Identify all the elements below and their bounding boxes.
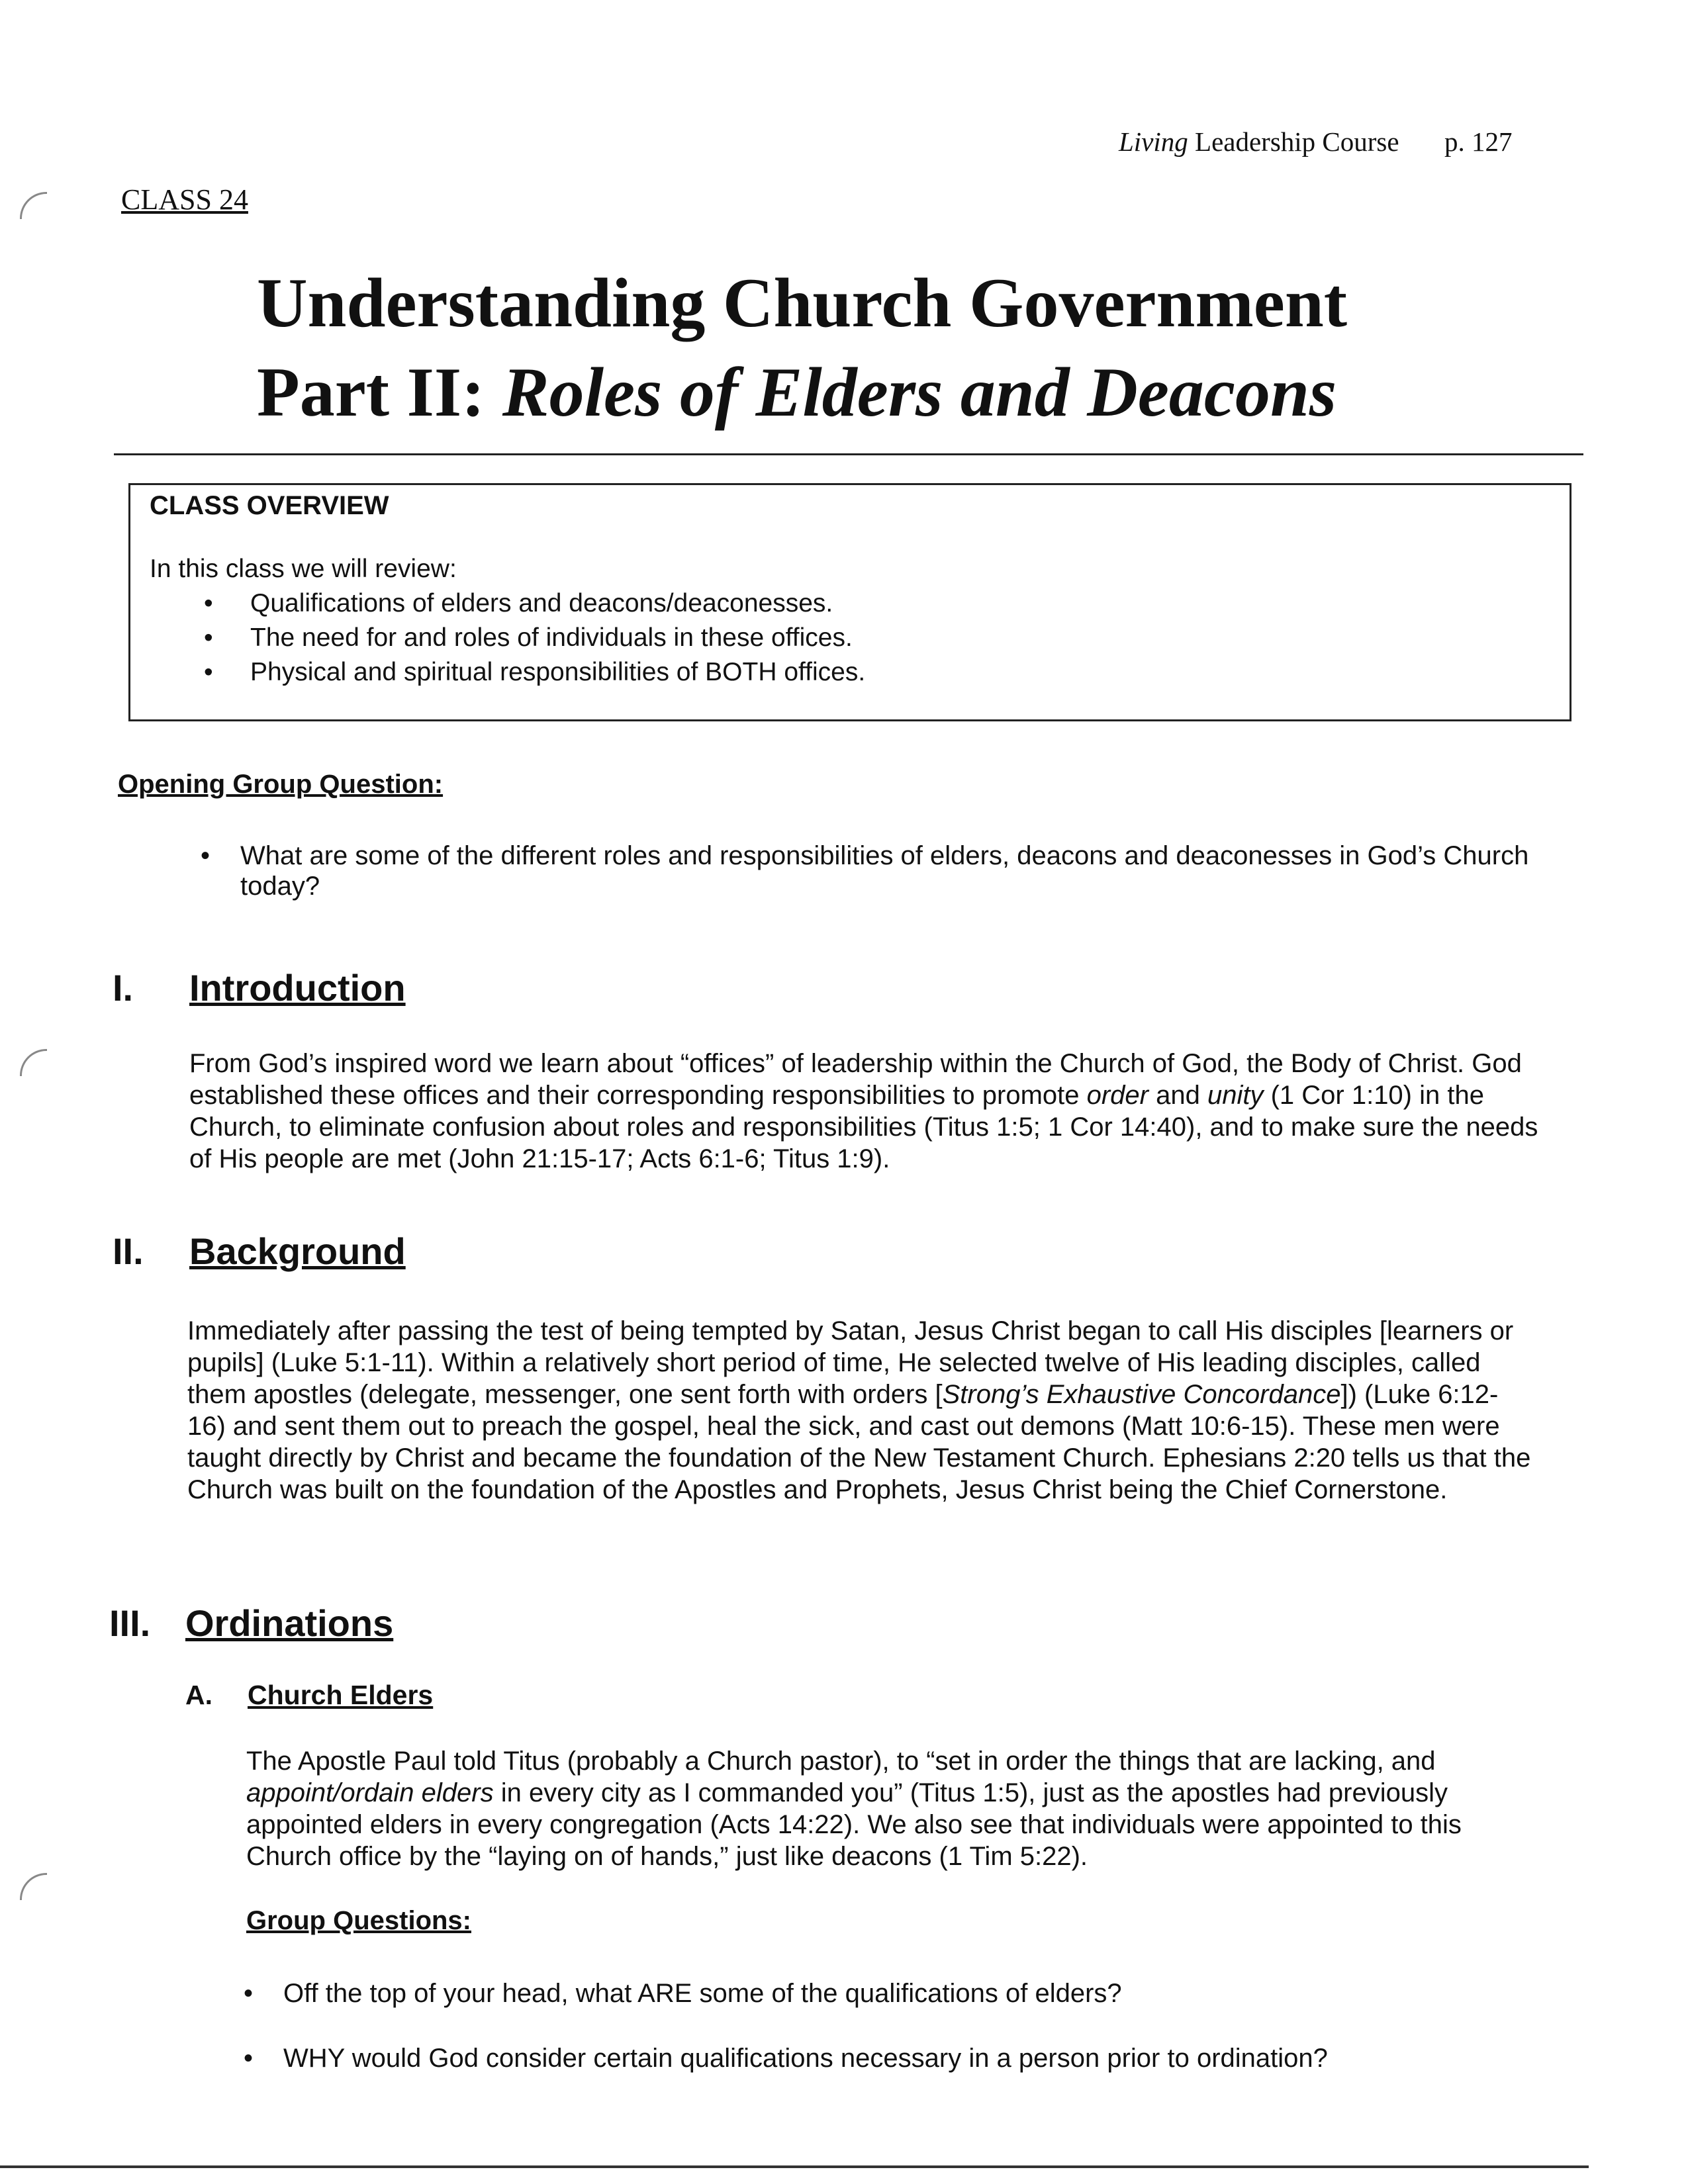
background-paragraph: Immediately after passing the test of being tempted by Satan, Jesus Christ began to call His disciples [learners or pupils] (Luke 5:1-11). Within a relatively short period of time, He selected twelve of His leading disciples, called them apostles (delegate, messenger, one sent forth with orders [Strong’s Exhaustive Concordance]) (Luke 6:12-16) and sent them out to preach the gospel, heal the sick, and cast out demons (Matt 10:6-15). These men were taught directly by Christ and became the foundation of the New Testament Church. Ephesians 2:20 tells us that the Church was built on the foundation of the Apostles and Prophets, Jesus Christ being the Chief Cornerstone. [187, 1316, 1531, 1504]
course-name: Living Leadership Course [1119, 126, 1399, 157]
page-title-line2: Part II: Roles of Elders and Deacons [257, 353, 1337, 431]
page-number: p. 127 [1444, 126, 1513, 157]
section-number: III. [109, 1602, 151, 1644]
group-question: • Off the top of your head, what ARE some of the qualifications of elders? [244, 1979, 1122, 2008]
opening-question: • What are some of the different roles and responsibilities of elders, deacons and deaconesses in God’s Church today? [201, 841, 1529, 901]
church-elders-paragraph: The Apostle Paul told Titus (probably a Church pastor), to “set in order the things that are lacking, and appoint/ordain elders in every city as I commanded you” (Titus 1:5), just as the apostles had previously appointed elders in every congregation (Acts 14:22). We also see that individuals were appointed to this Church office by the “laying on of hands,” just like deacons (1 Tim 5:22). [246, 1747, 1462, 1871]
page-title-line1: Understanding Church Government [257, 264, 1348, 341]
section-number: I. [113, 967, 134, 1009]
subsection-title-church-elders: Church Elders [248, 1680, 434, 1710]
overview-bullet: • The need for and roles of individuals in these offices. [204, 623, 853, 652]
scan-hole-mark [20, 1873, 47, 1900]
scan-hole-mark [20, 192, 47, 219]
title-rule [114, 453, 1583, 455]
overview-title: CLASS OVERVIEW [150, 491, 389, 520]
page-bottom-rule [0, 2165, 1589, 2168]
overview-bullet: • Physical and spiritual responsibilities of BOTH offices. [204, 658, 866, 686]
scan-hole-mark [20, 1049, 47, 1076]
group-question: • WHY would God consider certain qualifications necessary in a person prior to ordination? [244, 2044, 1328, 2073]
section-title-background: Background [189, 1230, 406, 1272]
introduction-paragraph: From God’s inspired word we learn about “offices” of leadership within the Church of God, the Body of Christ. God established these offices and their corresponding responsibilities to promote order and unity (1 Cor 1:10) in the Church, to eliminate confusion about roles and responsibilities (Titus 1:5; 1 Cor 14:40), and to make sure the needs of His people are met (John 21:15-17; Acts 6:1-6; Titus 1:9). [189, 1049, 1538, 1173]
group-questions-heading: Group Questions: [246, 1906, 471, 1935]
section-title-introduction: Introduction [189, 967, 406, 1009]
opening-question-heading: Opening Group Question: [118, 770, 444, 799]
overview-intro: In this class we will review: [150, 555, 457, 583]
section-title-ordinations: Ordinations [185, 1602, 394, 1644]
section-number: II. [113, 1230, 144, 1272]
class-label: CLASS 24 [121, 183, 248, 216]
overview-bullet: • Qualifications of elders and deacons/deaconesses. [204, 589, 833, 617]
subsection-letter: A. [185, 1680, 212, 1710]
